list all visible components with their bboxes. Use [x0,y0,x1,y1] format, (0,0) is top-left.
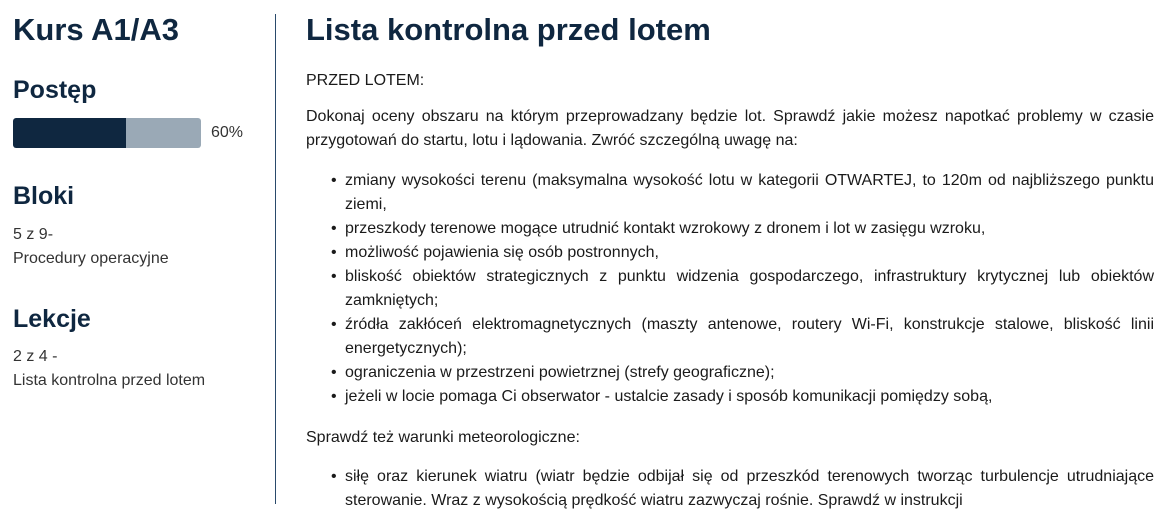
blocks-current-name[interactable]: Procedury operacyjne [13,250,169,267]
list-item: • źródła zakłóceń elektromagnetycznych (maszty antenowe, routery Wi-Fi, konstrukcje stalowe, bliskość linii energetycznych); [345,313,1154,361]
progress-percent: 60% [211,124,244,141]
lessons-info [13,345,205,393]
lessons-count: 2 z 4 - [13,348,58,365]
blocks-count: 5 z 9- [13,226,54,243]
weather-checklist [306,465,1154,513]
section-intro: PRZED LOTEM: [306,72,425,89]
list-item: • możliwość pojawienia się osób postronnych, [345,241,1154,265]
lessons-current-name[interactable]: Lista kontrolna przed lotem [13,372,206,389]
blocks-info [13,223,169,271]
list-item: • zmiany wysokości terenu (maksymalna wysokość lotu w kategorii OTWARTEJ, to 120m od najbliższego punktu ziemi, [345,169,1154,217]
page-title: Lista kontrolna przed lotem [306,12,711,47]
list-item: • ograniczenia w przestrzeni powietrznej (strefy geograficzne); [345,361,1154,385]
sidebar-divider [275,14,276,504]
list-item: • siłę oraz kierunek wiatru (wiatr będzie odbijał się od przeszkód terenowych tworząc turbulencje utrudniające sterowanie. Wraz z wysokością prędkość wiatru zazwyczaj rośnie. Sprawdź w instrukcji [345,465,1154,513]
checklist [306,169,1154,409]
weather-intro: Sprawdź też warunki meteorologiczne: [306,429,580,446]
section-description: Dokonaj oceny obszaru na którym przeprowadzany będzie lot. Sprawdź jakie możesz napotkać problemy w czasie przygotowań do startu, lotu i lądowania. Zwróć szczególną uwagę na: [306,108,1154,149]
blocks-heading: Bloki [13,182,75,210]
list-item: • bliskość obiektów strategicznych z punktu widzenia gospodarczego, infrastruktury krytycznej lub obiektów zamkniętych; [345,265,1154,313]
course-sidebar [0,0,275,504]
list-item: • jeżeli w locie pomaga Ci obserwator - ustalcie zasady i sposób komunikacji pomiędzy sobą, [345,385,1154,409]
progress-heading: Postęp [13,76,97,104]
progress-fill [13,118,126,148]
progress-bar [13,118,201,148]
list-item: • przeszkody terenowe mogące utrudnić kontakt wzrokowy z dronem i lot w zasięgu wzroku, [345,217,1154,241]
course-title: Kurs A1/A3 [13,12,179,47]
lessons-heading: Lekcje [13,305,91,333]
